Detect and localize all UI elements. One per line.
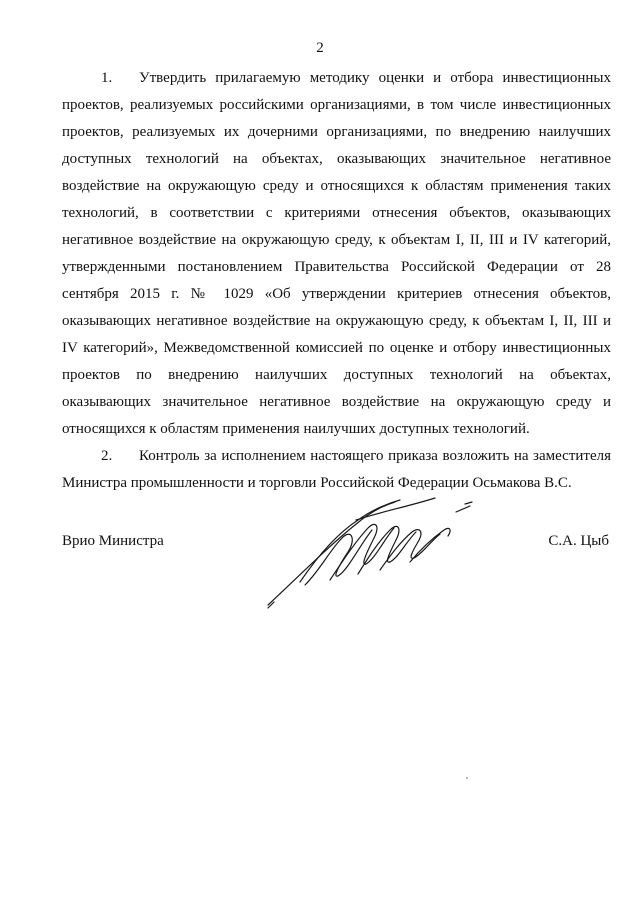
paragraph-1-number: 1. — [101, 70, 113, 86]
page-number: 2 — [316, 40, 324, 56]
paragraph-1-text: Утвердить прилагаемую методику оценки и отбора инвестиционных проектов, реализуемых российскими организациями, в том числе инвестиционных проектов, реализуемых их дочерними организациями, по внедрению наилучших доступных технологий на объектах, оказывающих значительное негативное воздействие на окружающую среду и относящихся к областям применения таких технологий, в соответствии с критериями отнесения объектов, оказывающих негативное воздействие на окружающую среду, к объектам I, II, III и IV категорий, утвержденными постановлением Правительства Российской Федерации от 28 сентября 2015 г. № 1029 «Об утверждении критериев отнесения объектов, оказывающих негативное воздействие на окружающую среду, к объектам I, II, III и IV категорий», Межведомственной комиссией по оценке и отбору инвестиционных проектов по внедрению наилучших доступных технологий на объектах, оказывающих значительное негативное воздействие на окружающую среду и относящихся к областям применения наилучших доступных технологий. — [62, 70, 611, 437]
paragraph-2-number: 2. — [101, 448, 113, 464]
signatory-name: С.А. Цыб — [548, 533, 609, 549]
paragraph-2-text: Контроль за исполнением настоящего приказа возложить на заместителя Министра промышленности и торговли Российской Федерации Осьмакова В.С. — [62, 448, 611, 491]
paragraph-2 — [62, 443, 611, 497]
paragraph-1 — [62, 65, 611, 443]
signatory-position: Врио Министра — [62, 533, 164, 549]
scan-speck — [466, 777, 468, 779]
document-body — [62, 65, 611, 497]
handwritten-signature — [260, 490, 480, 610]
